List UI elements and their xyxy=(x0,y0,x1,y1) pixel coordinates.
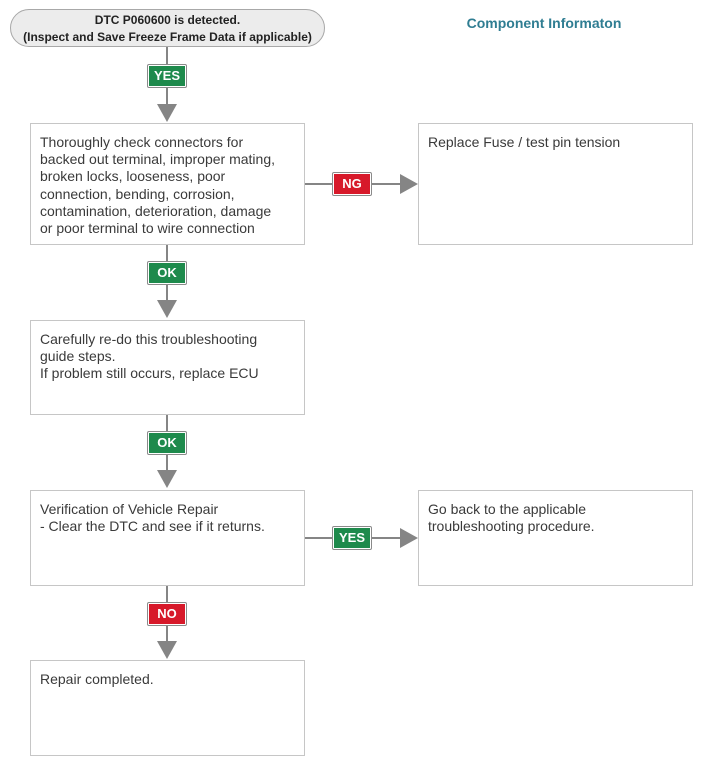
arrow-right-icon xyxy=(400,174,418,194)
arrow-down-icon xyxy=(157,300,177,318)
repair-completed-box: Repair completed. xyxy=(30,660,305,756)
start-line-2: (Inspect and Save Freeze Frame Data if applicable) xyxy=(23,30,312,44)
ng-badge: NG xyxy=(333,173,371,195)
start-terminator xyxy=(10,9,325,47)
check-connectors-box: Thoroughly check connectors for backed out terminal, improper mating, broken locks, looseness, poor connection, bending, corrosion, contamination, deterioration, damage or poor terminal to wire connection xyxy=(30,123,305,245)
replace-fuse-box: Replace Fuse / test pin tension xyxy=(418,123,693,245)
arrow-right-icon xyxy=(400,528,418,548)
ok-badge: OK xyxy=(148,262,186,284)
arrow-down-icon xyxy=(157,641,177,659)
verification-box: Verification of Vehicle Repair - Clear the DTC and see if it returns. xyxy=(30,490,305,586)
ok-badge: OK xyxy=(148,432,186,454)
component-information-title: Component Informaton xyxy=(466,15,622,31)
redo-steps-box: Carefully re-do this troubleshooting guide steps. If problem still occurs, replace ECU xyxy=(30,320,305,415)
arrow-down-icon xyxy=(157,470,177,488)
arrow-down-icon xyxy=(157,104,177,122)
yes-badge: YES xyxy=(333,527,371,549)
no-badge: NO xyxy=(148,603,186,625)
go-back-box: Go back to the applicable troubleshooting procedure. xyxy=(418,490,693,586)
yes-badge: YES xyxy=(148,65,186,87)
start-line-1: DTC P060600 is detected. xyxy=(94,13,241,27)
